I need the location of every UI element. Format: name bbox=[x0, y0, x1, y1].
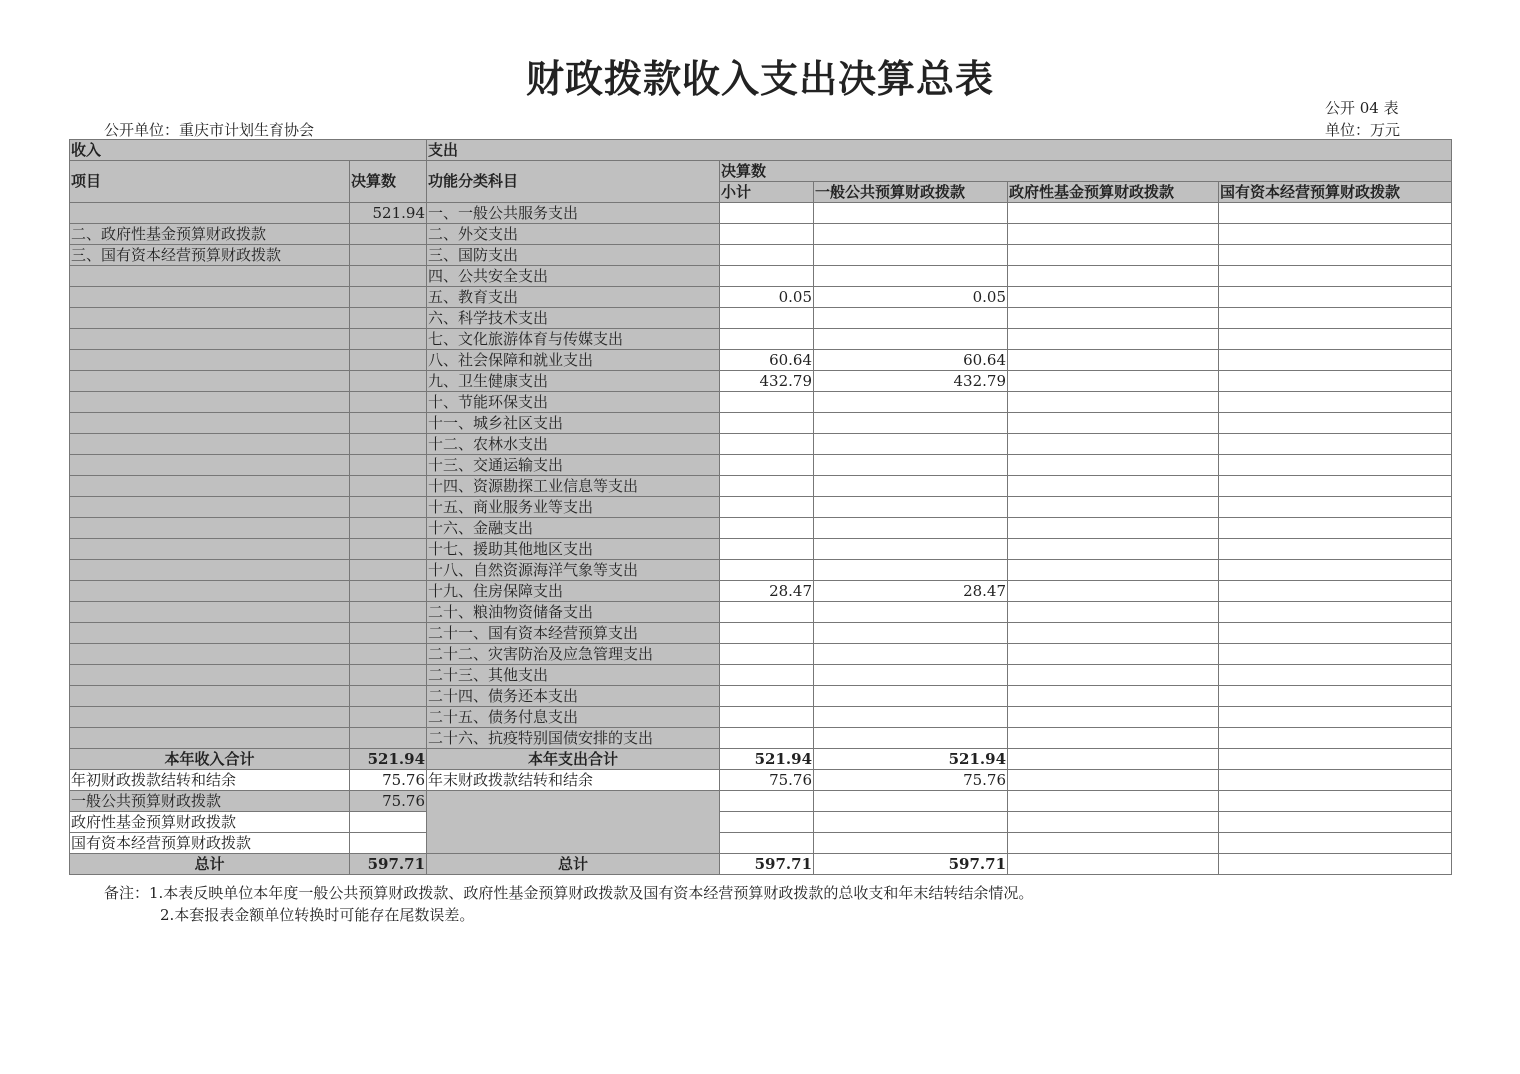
expense-general bbox=[814, 518, 1008, 539]
expense-item: 六、科学技术支出 bbox=[427, 308, 720, 329]
subtotal-header: 小计 bbox=[720, 182, 814, 203]
year-expense-label: 本年支出合计 bbox=[427, 749, 720, 770]
income-value bbox=[350, 518, 427, 539]
expense-state bbox=[1219, 329, 1452, 350]
income-value: 521.94 bbox=[350, 203, 427, 224]
expense-general bbox=[814, 728, 1008, 749]
income-value bbox=[350, 707, 427, 728]
expense-fund bbox=[1008, 455, 1219, 476]
income-item bbox=[70, 707, 350, 728]
expense-subtotal bbox=[720, 686, 814, 707]
general-header: 一般公共预算财政拨款 bbox=[814, 182, 1008, 203]
expense-state bbox=[1219, 644, 1452, 665]
expense-fund bbox=[1008, 518, 1219, 539]
income-value bbox=[350, 350, 427, 371]
end-balance-fund bbox=[1008, 770, 1219, 791]
table-row bbox=[70, 623, 1452, 644]
table-row bbox=[70, 203, 1452, 224]
expense-item: 八、社会保障和就业支出 bbox=[427, 350, 720, 371]
year-expense-general: 521.94 bbox=[814, 749, 1008, 770]
expense-state bbox=[1219, 497, 1452, 518]
empty-cell bbox=[720, 791, 814, 812]
expense-fund bbox=[1008, 602, 1219, 623]
header-row-1 bbox=[70, 140, 1452, 161]
expense-item: 二十四、债务还本支出 bbox=[427, 686, 720, 707]
income-item bbox=[70, 644, 350, 665]
expense-general bbox=[814, 644, 1008, 665]
expense-general bbox=[814, 308, 1008, 329]
expense-fund bbox=[1008, 665, 1219, 686]
begin-balance-label: 年初财政拨款结转和结余 bbox=[70, 770, 350, 791]
income-value bbox=[350, 539, 427, 560]
income-item bbox=[70, 392, 350, 413]
expense-state bbox=[1219, 455, 1452, 476]
fund-balance-label: 政府性基金预算财政拨款 bbox=[70, 812, 350, 833]
reporting-unit: 公开单位：重庆市计划生育协会 bbox=[104, 121, 315, 139]
income-value bbox=[350, 224, 427, 245]
expense-item: 五、教育支出 bbox=[427, 287, 720, 308]
expense-header: 支出 bbox=[427, 140, 1452, 161]
expense-item: 四、公共安全支出 bbox=[427, 266, 720, 287]
income-value bbox=[350, 308, 427, 329]
expense-item: 一、一般公共服务支出 bbox=[427, 203, 720, 224]
expense-item: 二十二、灾害防治及应急管理支出 bbox=[427, 644, 720, 665]
expense-state bbox=[1219, 476, 1452, 497]
expense-item: 十一、城乡社区支出 bbox=[427, 413, 720, 434]
expense-item: 三、国防支出 bbox=[427, 245, 720, 266]
income-value bbox=[350, 245, 427, 266]
table-row bbox=[70, 287, 1452, 308]
expense-subtotal bbox=[720, 560, 814, 581]
income-item bbox=[70, 539, 350, 560]
expense-item: 七、文化旅游体育与传媒支出 bbox=[427, 329, 720, 350]
income-value bbox=[350, 434, 427, 455]
expense-state bbox=[1219, 581, 1452, 602]
expense-general: 432.79 bbox=[814, 371, 1008, 392]
income-item bbox=[70, 413, 350, 434]
income-item bbox=[70, 728, 350, 749]
empty-cell bbox=[1219, 854, 1452, 875]
expense-general bbox=[814, 224, 1008, 245]
income-item bbox=[70, 371, 350, 392]
expense-general bbox=[814, 245, 1008, 266]
year-total-row bbox=[70, 749, 1452, 770]
page-title: 财政拨款收入支出决算总表 bbox=[525, 56, 994, 101]
expense-state bbox=[1219, 728, 1452, 749]
expense-state bbox=[1219, 518, 1452, 539]
table-row bbox=[70, 728, 1452, 749]
expense-item: 二、外交支出 bbox=[427, 224, 720, 245]
expense-fund bbox=[1008, 707, 1219, 728]
table-row bbox=[70, 581, 1452, 602]
income-value bbox=[350, 686, 427, 707]
expense-general bbox=[814, 623, 1008, 644]
expense-subtotal bbox=[720, 707, 814, 728]
expense-item: 十四、资源勘探工业信息等支出 bbox=[427, 476, 720, 497]
income-value bbox=[350, 413, 427, 434]
table-row bbox=[70, 245, 1452, 266]
general-balance-row bbox=[70, 791, 1452, 812]
expense-state bbox=[1219, 224, 1452, 245]
expense-fund bbox=[1008, 371, 1219, 392]
income-item bbox=[70, 518, 350, 539]
empty-cell bbox=[1219, 791, 1452, 812]
expense-subtotal bbox=[720, 413, 814, 434]
expense-item: 二十三、其他支出 bbox=[427, 665, 720, 686]
income-value bbox=[350, 602, 427, 623]
income-value bbox=[350, 455, 427, 476]
expense-general bbox=[814, 686, 1008, 707]
expense-state bbox=[1219, 371, 1452, 392]
income-item bbox=[70, 350, 350, 371]
income-item bbox=[70, 476, 350, 497]
expense-state bbox=[1219, 707, 1452, 728]
expense-general bbox=[814, 266, 1008, 287]
income-value bbox=[350, 728, 427, 749]
income-value bbox=[350, 665, 427, 686]
income-value bbox=[350, 560, 427, 581]
expense-item: 十、节能环保支出 bbox=[427, 392, 720, 413]
item-header: 项目 bbox=[70, 161, 350, 203]
income-item bbox=[70, 287, 350, 308]
income-item bbox=[70, 623, 350, 644]
expense-fund bbox=[1008, 392, 1219, 413]
expense-subtotal: 60.64 bbox=[720, 350, 814, 371]
grand-total-row bbox=[70, 854, 1452, 875]
begin-balance-value: 75.76 bbox=[350, 770, 427, 791]
expense-fund bbox=[1008, 224, 1219, 245]
income-item: 二、政府性基金预算财政拨款 bbox=[70, 224, 350, 245]
expense-subtotal bbox=[720, 518, 814, 539]
year-income-label: 本年收入合计 bbox=[70, 749, 350, 770]
expense-subtotal bbox=[720, 602, 814, 623]
expense-subtotal bbox=[720, 623, 814, 644]
table-row bbox=[70, 308, 1452, 329]
expense-general: 0.05 bbox=[814, 287, 1008, 308]
expense-fund bbox=[1008, 434, 1219, 455]
income-value bbox=[350, 371, 427, 392]
expense-fund bbox=[1008, 413, 1219, 434]
expense-item: 十七、援助其他地区支出 bbox=[427, 539, 720, 560]
year-expense-subtotal: 521.94 bbox=[720, 749, 814, 770]
state-balance-row bbox=[70, 833, 1452, 854]
expense-subtotal bbox=[720, 224, 814, 245]
expense-fund bbox=[1008, 329, 1219, 350]
expense-state bbox=[1219, 602, 1452, 623]
expense-subtotal bbox=[720, 476, 814, 497]
table-row bbox=[70, 644, 1452, 665]
expense-general bbox=[814, 497, 1008, 518]
expense-subtotal: 28.47 bbox=[720, 581, 814, 602]
state-balance-label: 国有资本经营预算财政拨款 bbox=[70, 833, 350, 854]
empty-cell bbox=[814, 791, 1008, 812]
expense-state bbox=[1219, 245, 1452, 266]
final-header: 决算数 bbox=[720, 161, 1452, 182]
income-value bbox=[350, 392, 427, 413]
expense-general bbox=[814, 476, 1008, 497]
income-item bbox=[70, 665, 350, 686]
expense-state bbox=[1219, 392, 1452, 413]
expense-subtotal bbox=[720, 497, 814, 518]
income-item bbox=[70, 581, 350, 602]
empty-cell bbox=[1219, 833, 1452, 854]
table-row bbox=[70, 455, 1452, 476]
expense-general bbox=[814, 329, 1008, 350]
end-balance-label: 年末财政拨款结转和结余 bbox=[427, 770, 720, 791]
expense-state bbox=[1219, 560, 1452, 581]
expense-general bbox=[814, 707, 1008, 728]
table-row bbox=[70, 224, 1452, 245]
expense-item: 十九、住房保障支出 bbox=[427, 581, 720, 602]
year-expense-state bbox=[1219, 749, 1452, 770]
general-balance-label: 一般公共预算财政拨款 bbox=[70, 791, 350, 812]
expense-item: 十六、金融支出 bbox=[427, 518, 720, 539]
expense-item: 十二、农林水支出 bbox=[427, 434, 720, 455]
general-balance-value: 75.76 bbox=[350, 791, 427, 812]
expense-fund bbox=[1008, 287, 1219, 308]
income-item bbox=[70, 203, 350, 224]
carryover-row bbox=[70, 770, 1452, 791]
table-row bbox=[70, 329, 1452, 350]
end-balance-subtotal: 75.76 bbox=[720, 770, 814, 791]
expense-item: 二十一、国有资本经营预算支出 bbox=[427, 623, 720, 644]
table-row bbox=[70, 539, 1452, 560]
income-value bbox=[350, 581, 427, 602]
expense-general bbox=[814, 602, 1008, 623]
table-row bbox=[70, 434, 1452, 455]
total-income-label: 总计 bbox=[70, 854, 350, 875]
income-item: 三、国有资本经营预算财政拨款 bbox=[70, 245, 350, 266]
expense-general bbox=[814, 665, 1008, 686]
table-row bbox=[70, 497, 1452, 518]
expense-state bbox=[1219, 287, 1452, 308]
note-2: 2.本套报表金额单位转换时可能存在尾数误差。 bbox=[160, 906, 475, 924]
footnotes bbox=[104, 882, 1033, 926]
table-row bbox=[70, 266, 1452, 287]
fund-header: 政府性基金预算财政拨款 bbox=[1008, 182, 1219, 203]
income-value bbox=[350, 476, 427, 497]
form-number: 公开 04 表 bbox=[1325, 99, 1399, 117]
expense-state bbox=[1219, 308, 1452, 329]
amount-header: 决算数 bbox=[350, 161, 427, 203]
expense-general bbox=[814, 560, 1008, 581]
empty-cell bbox=[1008, 791, 1219, 812]
expense-subtotal: 0.05 bbox=[720, 287, 814, 308]
expense-subtotal bbox=[720, 392, 814, 413]
table-row bbox=[70, 518, 1452, 539]
empty-cell bbox=[814, 812, 1008, 833]
income-item bbox=[70, 497, 350, 518]
total-expense-subtotal: 597.71 bbox=[720, 854, 814, 875]
expense-subtotal bbox=[720, 455, 814, 476]
year-expense-fund bbox=[1008, 749, 1219, 770]
expense-subtotal bbox=[720, 329, 814, 350]
expense-fund bbox=[1008, 581, 1219, 602]
expense-fund bbox=[1008, 497, 1219, 518]
empty-cell bbox=[1008, 812, 1219, 833]
income-item bbox=[70, 455, 350, 476]
expense-state bbox=[1219, 434, 1452, 455]
expense-general bbox=[814, 203, 1008, 224]
income-value bbox=[350, 623, 427, 644]
expense-general: 60.64 bbox=[814, 350, 1008, 371]
expense-subtotal bbox=[720, 644, 814, 665]
expense-item: 九、卫生健康支出 bbox=[427, 371, 720, 392]
table-row bbox=[70, 602, 1452, 623]
expense-subtotal bbox=[720, 434, 814, 455]
income-item bbox=[70, 266, 350, 287]
empty-cell bbox=[720, 833, 814, 854]
currency-unit: 单位：万元 bbox=[1325, 121, 1401, 139]
expense-state bbox=[1219, 266, 1452, 287]
table-row bbox=[70, 350, 1452, 371]
blank-expense-cell bbox=[427, 791, 720, 854]
expense-fund bbox=[1008, 539, 1219, 560]
state-header: 国有资本经营预算财政拨款 bbox=[1219, 182, 1452, 203]
expense-state bbox=[1219, 203, 1452, 224]
table-row bbox=[70, 686, 1452, 707]
expense-state bbox=[1219, 350, 1452, 371]
expense-subtotal bbox=[720, 539, 814, 560]
expense-fund bbox=[1008, 560, 1219, 581]
expense-fund bbox=[1008, 644, 1219, 665]
table-row bbox=[70, 392, 1452, 413]
expense-fund bbox=[1008, 476, 1219, 497]
expense-fund bbox=[1008, 203, 1219, 224]
expense-subtotal bbox=[720, 203, 814, 224]
expense-state bbox=[1219, 623, 1452, 644]
expense-general bbox=[814, 434, 1008, 455]
table-row bbox=[70, 707, 1452, 728]
income-value bbox=[350, 329, 427, 350]
expense-general bbox=[814, 455, 1008, 476]
expense-subtotal bbox=[720, 245, 814, 266]
expense-item: 二十、粮油物资储备支出 bbox=[427, 602, 720, 623]
expense-fund bbox=[1008, 308, 1219, 329]
end-balance-state bbox=[1219, 770, 1452, 791]
expense-fund bbox=[1008, 623, 1219, 644]
expense-subtotal: 432.79 bbox=[720, 371, 814, 392]
expense-fund bbox=[1008, 686, 1219, 707]
income-value bbox=[350, 497, 427, 518]
expense-state bbox=[1219, 539, 1452, 560]
expense-subtotal bbox=[720, 728, 814, 749]
expense-subtotal bbox=[720, 665, 814, 686]
income-value bbox=[350, 287, 427, 308]
expense-item: 二十六、抗疫特别国债安排的支出 bbox=[427, 728, 720, 749]
income-item bbox=[70, 308, 350, 329]
expense-item: 二十五、债务付息支出 bbox=[427, 707, 720, 728]
table-row bbox=[70, 476, 1452, 497]
income-item bbox=[70, 686, 350, 707]
expense-item: 十五、商业服务业等支出 bbox=[427, 497, 720, 518]
expense-subtotal bbox=[720, 308, 814, 329]
empty-cell bbox=[1219, 812, 1452, 833]
income-value bbox=[350, 266, 427, 287]
empty-cell bbox=[350, 812, 427, 833]
expense-subtotal bbox=[720, 266, 814, 287]
expense-item: 十三、交通运输支出 bbox=[427, 455, 720, 476]
total-expense-label: 总计 bbox=[427, 854, 720, 875]
income-item bbox=[70, 602, 350, 623]
empty-cell bbox=[720, 812, 814, 833]
func-header: 功能分类科目 bbox=[427, 161, 720, 203]
note-1: 备注：1.本表反映单位本年度一般公共预算财政拨款、政府性基金预算财政拨款及国有资本经营预算财政拨款的总收支和年末结转结余情况。 bbox=[104, 884, 1034, 902]
total-income-value: 597.71 bbox=[350, 854, 427, 875]
expense-state bbox=[1219, 665, 1452, 686]
expense-general bbox=[814, 413, 1008, 434]
expense-fund bbox=[1008, 266, 1219, 287]
table-row bbox=[70, 665, 1452, 686]
income-item bbox=[70, 434, 350, 455]
income-header: 收入 bbox=[70, 140, 427, 161]
end-balance-general: 75.76 bbox=[814, 770, 1008, 791]
expense-item: 十八、自然资源海洋气象等支出 bbox=[427, 560, 720, 581]
header-row-2 bbox=[70, 161, 1452, 182]
expense-fund bbox=[1008, 350, 1219, 371]
income-item bbox=[70, 329, 350, 350]
income-item bbox=[70, 560, 350, 581]
fund-balance-row bbox=[70, 812, 1452, 833]
expense-state bbox=[1219, 413, 1452, 434]
table-row bbox=[70, 560, 1452, 581]
income-value bbox=[350, 644, 427, 665]
table-row bbox=[70, 371, 1452, 392]
year-income-value: 521.94 bbox=[350, 749, 427, 770]
total-expense-general: 597.71 bbox=[814, 854, 1008, 875]
budget-table bbox=[69, 139, 1452, 875]
empty-cell bbox=[350, 833, 427, 854]
table-row bbox=[70, 413, 1452, 434]
expense-general bbox=[814, 392, 1008, 413]
expense-general bbox=[814, 539, 1008, 560]
expense-state bbox=[1219, 686, 1452, 707]
expense-fund bbox=[1008, 245, 1219, 266]
expense-general: 28.47 bbox=[814, 581, 1008, 602]
empty-cell bbox=[1008, 833, 1219, 854]
expense-fund bbox=[1008, 728, 1219, 749]
empty-cell bbox=[1008, 854, 1219, 875]
empty-cell bbox=[814, 833, 1008, 854]
